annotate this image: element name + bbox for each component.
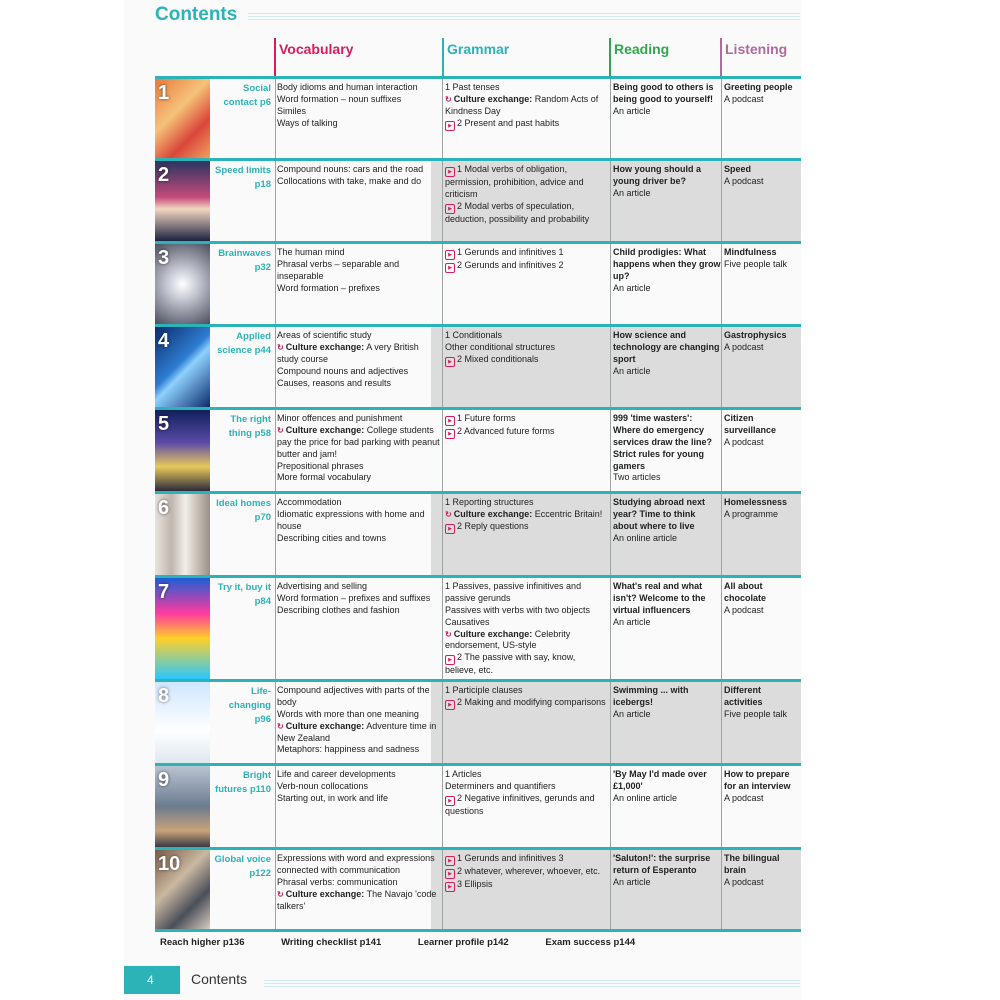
- unit-title[interactable]: The right thing p58: [228, 414, 271, 439]
- column-divider: [721, 79, 722, 158]
- column-divider: [721, 578, 722, 679]
- vocabulary-item: Metaphors: happiness and sadness: [277, 744, 420, 755]
- vocabulary-item: ↻ Culture exchange: Adventure time in New Zealand: [277, 720, 437, 743]
- vocabulary-cell: [277, 82, 440, 130]
- culture-exchange-icon: ↻: [445, 509, 452, 519]
- video-icon: ▶: [445, 263, 455, 273]
- video-icon: ▶: [445, 357, 455, 367]
- row-top-rule: [155, 76, 801, 79]
- unit-row: [155, 491, 801, 575]
- vocabulary-item: Body idioms and human interaction: [277, 82, 418, 92]
- grammar-item: 1 Past tenses: [445, 82, 500, 92]
- column-divider: [610, 161, 611, 241]
- vocabulary-cell: [277, 853, 440, 912]
- column-divider: [442, 578, 443, 679]
- reading-cell: [613, 330, 721, 378]
- vocabulary-item: ↻ Culture exchange: A very British study course: [277, 341, 419, 364]
- row-top-rule: [155, 241, 801, 244]
- column-divider: [275, 161, 276, 241]
- grammar-item: 1 Participle clauses: [445, 685, 523, 695]
- column-divider: [275, 327, 276, 407]
- column-divider: [442, 494, 443, 575]
- listening-title: Gastrophysics: [724, 330, 787, 340]
- listening-title: How to prepare for an interview: [724, 769, 791, 791]
- grammar-item: ↻ Culture exchange: Random Acts of Kindness Day: [445, 93, 599, 116]
- listening-type: Five people talk: [724, 708, 788, 719]
- grammar-item: Other conditional structures: [445, 341, 556, 352]
- column-divider: [275, 850, 276, 929]
- vocabulary-cell: [277, 330, 440, 389]
- vocabulary-item: Verb-noun collocations: [277, 780, 369, 791]
- grammar-item: ▶ 1 Gerunds and infinitives 1: [445, 247, 608, 260]
- culture-exchange-icon: ↻: [277, 889, 284, 899]
- listening-type: A podcast: [724, 175, 764, 186]
- vocabulary-item: ↻ Culture exchange: College students pay the price for bad parking with peanut butter and jam!: [277, 424, 440, 459]
- column-divider: [610, 766, 611, 847]
- column-divider: [275, 244, 276, 324]
- grammar-column-rule: [442, 38, 444, 76]
- vocabulary-item: Describing clothes and fashion: [277, 604, 400, 615]
- reading-column-heading: Reading: [614, 41, 670, 57]
- video-icon: ▶: [445, 524, 455, 534]
- vocabulary-item: Words with more than one meaning: [277, 708, 419, 719]
- reading-title: 999 'time wasters': Where do emergency services draw the line? Strict rules for young gamers: [613, 413, 713, 471]
- title-rule: [248, 12, 800, 20]
- column-divider: [442, 682, 443, 763]
- grammar-cell: [445, 497, 608, 534]
- vocabulary-item: Compound nouns: cars and the road: [277, 164, 424, 174]
- unit-number: 7: [158, 581, 170, 603]
- grammar-item: 1 Passives, passive infinitives and passive gerunds: [445, 581, 582, 603]
- video-icon: ▶: [445, 250, 455, 260]
- vocabulary-item: Causes, reasons and results: [277, 377, 392, 388]
- video-icon: ▶: [445, 416, 455, 426]
- grammar-item: ▶ 2 whatever, wherever, whoever, etc.: [445, 866, 608, 879]
- page-number: 4: [147, 973, 154, 987]
- grammar-cell: [445, 330, 608, 367]
- vocabulary-cell: [277, 581, 440, 617]
- vocabulary-item: Advertising and selling: [277, 581, 368, 591]
- vocabulary-item: Similes: [277, 105, 307, 116]
- listening-title: All about chocolate: [724, 581, 767, 603]
- footer-link-exam-success[interactable]: Exam success p144: [545, 937, 636, 948]
- grammar-item: ▶ 2 Negative infinitives, gerunds and questions: [445, 792, 595, 816]
- vocabulary-item: Compound nouns and adjectives: [277, 365, 409, 376]
- column-divider: [721, 410, 722, 491]
- column-divider: [610, 850, 611, 929]
- grammar-cell: [445, 164, 608, 226]
- vocabulary-item: Expressions with word and expressions connected with communication: [277, 853, 435, 875]
- footer-rule: [264, 979, 800, 987]
- culture-exchange-icon: ↻: [277, 342, 284, 352]
- reading-type: An article: [613, 616, 651, 627]
- video-icon: ▶: [445, 167, 455, 177]
- column-divider: [275, 79, 276, 158]
- reading-type: An online article: [613, 792, 678, 803]
- grammar-cell: [445, 82, 608, 131]
- listening-column-heading: Listening: [725, 41, 788, 57]
- unit-row: [155, 763, 801, 847]
- grammar-item: ▶ 2 Mixed conditionals: [445, 354, 608, 367]
- vocabulary-item: Word formation – prefixes and suffixes: [277, 592, 431, 603]
- grammar-item: ↻ Culture exchange: Celebrity endorsement, US-style: [445, 628, 571, 651]
- row-top-rule: [155, 407, 801, 410]
- unit-title[interactable]: Speed limits p18: [215, 165, 271, 190]
- grammar-item: ▶ 2 Modal verbs of speculation, deduction, possibility and probability: [445, 200, 590, 224]
- vocabulary-item: Idiomatic expressions with home and house: [277, 508, 425, 531]
- column-divider: [442, 327, 443, 407]
- vocabulary-item: Word formation – noun suffixes: [277, 93, 402, 104]
- vocabulary-cell: [277, 164, 440, 188]
- footer-link-learner-profile[interactable]: Learner profile p142: [417, 937, 509, 948]
- reading-title: Studying abroad next year? Time to think about where to live: [613, 497, 706, 531]
- row-top-rule: [155, 763, 801, 766]
- video-icon: ▶: [445, 429, 455, 439]
- vocabulary-item: Starting out, in work and life: [277, 792, 389, 803]
- vocabulary-item: Describing cities and towns: [277, 532, 387, 543]
- reading-title: How science and technology are changing sport: [613, 330, 720, 364]
- column-divider: [610, 578, 611, 679]
- listening-title: Different activities: [724, 685, 763, 707]
- video-icon: ▶: [445, 121, 455, 131]
- listening-cell: [724, 164, 800, 188]
- vocabulary-item: Phrasal verbs: communication: [277, 876, 398, 887]
- column-divider: [721, 244, 722, 324]
- grammar-item: ▶ 1 Future forms: [445, 413, 608, 426]
- grammar-item: ▶ 2 The passive with say, know, believe, etc.: [445, 652, 576, 676]
- reading-cell: [613, 82, 721, 118]
- reading-cell: [613, 413, 721, 484]
- listening-title: Speed: [724, 164, 752, 174]
- reading-title: 'By May I'd made over £1,000': [613, 769, 707, 791]
- reading-cell: [613, 164, 721, 200]
- vocabulary-column-rule: [274, 38, 276, 76]
- reading-title: How young should a young driver be?: [613, 164, 701, 186]
- unit-number: 4: [158, 330, 170, 352]
- unit-title[interactable]: Brainwaves p32: [218, 248, 271, 273]
- reading-type: An article: [613, 365, 651, 376]
- unit-title[interactable]: Social contact p6: [223, 83, 271, 108]
- unit-number: 3: [158, 247, 170, 269]
- video-icon: ▶: [445, 700, 455, 710]
- grammar-cell: [445, 769, 608, 818]
- reading-title: Child prodigies: What happens when they grow up?: [613, 247, 721, 281]
- grammar-cell: [445, 413, 608, 439]
- grammar-item: ▶ 2 Present and past habits: [445, 118, 608, 131]
- listening-type: A podcast: [724, 341, 764, 352]
- unit-title[interactable]: Applied science p44: [217, 331, 271, 356]
- unit-number: 2: [158, 164, 170, 186]
- column-divider: [721, 161, 722, 241]
- reading-type: Two articles: [613, 472, 661, 483]
- video-icon: ▶: [445, 204, 455, 214]
- grammar-cell: [445, 581, 608, 677]
- grammar-column-heading: Grammar: [447, 41, 510, 57]
- unit-title[interactable]: Bright futures p110: [215, 770, 271, 795]
- reading-type: An article: [613, 876, 651, 887]
- vocabulary-item: Word formation – prefixes: [277, 282, 380, 293]
- reading-cell: [613, 685, 721, 721]
- listening-title: Citizen surveillance: [724, 413, 777, 435]
- column-divider: [442, 79, 443, 158]
- reading-cell: [613, 497, 721, 545]
- listening-cell: [724, 497, 800, 521]
- unit-row: [155, 241, 801, 324]
- column-divider: [610, 682, 611, 763]
- unit-row: [155, 575, 801, 679]
- footer-links: [160, 937, 669, 948]
- column-divider: [610, 244, 611, 324]
- grammar-item: 1 Articles: [445, 769, 482, 779]
- reading-title: Swimming ... with icebergs!: [613, 685, 689, 707]
- grammar-item: ▶ 2 Reply questions: [445, 521, 608, 534]
- reading-cell: [613, 581, 721, 629]
- listening-column-rule: [720, 38, 722, 76]
- column-divider: [610, 79, 611, 158]
- vocabulary-item: Areas of scientific study: [277, 330, 372, 340]
- grammar-cell: [445, 247, 608, 273]
- culture-exchange-icon: ↻: [445, 94, 452, 104]
- reading-cell: [613, 853, 721, 889]
- listening-title: The bilingual brain: [724, 853, 780, 875]
- video-icon: ▶: [445, 856, 455, 866]
- column-divider: [610, 494, 611, 575]
- column-divider: [610, 327, 611, 407]
- column-divider: [442, 410, 443, 491]
- grammar-item: Causatives: [445, 616, 490, 627]
- grammar-item: ▶ 1 Modal verbs of obligation, permission, prohibition, advice and criticism: [445, 164, 584, 199]
- listening-cell: [724, 82, 800, 106]
- unit-number: 1: [158, 82, 170, 104]
- unit-title[interactable]: Ideal homes p70: [216, 498, 271, 523]
- unit-row: [155, 158, 801, 241]
- unit-title[interactable]: Global voice p122: [214, 854, 271, 879]
- vocabulary-item: Prepositional phrases: [277, 460, 364, 471]
- vocabulary-item: Accommodation: [277, 497, 342, 507]
- listening-type: A podcast: [724, 93, 764, 104]
- reading-title: Being good to others is being good to yourself!: [613, 82, 714, 104]
- video-icon: ▶: [445, 882, 455, 892]
- unit-row: [155, 679, 801, 763]
- listening-cell: [724, 413, 800, 449]
- unit-number: 6: [158, 497, 170, 519]
- listening-type: A podcast: [724, 604, 764, 615]
- row-top-rule: [155, 575, 801, 578]
- vocabulary-item: Phrasal verbs – separable and inseparable: [277, 258, 400, 281]
- unit-number: 8: [158, 685, 170, 707]
- listening-title: Mindfulness: [724, 247, 777, 257]
- column-divider: [442, 161, 443, 241]
- column-divider: [442, 850, 443, 929]
- grammar-item: ▶ 3 Ellipsis: [445, 879, 608, 892]
- vocabulary-item: Minor offences and punishment: [277, 413, 403, 423]
- listening-title: Greeting people: [724, 82, 793, 92]
- listening-cell: [724, 330, 800, 354]
- column-divider: [721, 327, 722, 407]
- listening-cell: [724, 247, 800, 271]
- listening-type: A podcast: [724, 792, 764, 803]
- unit-row: [155, 76, 801, 158]
- video-icon: ▶: [445, 796, 455, 806]
- vocabulary-item: Ways of talking: [277, 117, 338, 128]
- culture-exchange-icon: ↻: [277, 721, 284, 731]
- grammar-item: Passives with verbs with two objects: [445, 604, 591, 615]
- reading-cell: [613, 769, 721, 805]
- reading-type: An article: [613, 282, 651, 293]
- grammar-item: ▶ 2 Making and modifying comparisons: [445, 697, 608, 710]
- column-divider: [721, 682, 722, 763]
- vocabulary-item: Collocations with take, make and do: [277, 175, 422, 186]
- grammar-cell: [445, 685, 608, 710]
- reading-title: What's real and what isn't? Welcome to the virtual influencers: [613, 581, 706, 615]
- unit-number: 10: [158, 853, 181, 875]
- grammar-item: 1 Conditionals: [445, 330, 503, 340]
- listening-type: A podcast: [724, 876, 764, 887]
- grammar-item: ▶ 1 Gerunds and infinitives 3: [445, 853, 608, 866]
- vocabulary-item: More formal vocabulary: [277, 472, 372, 483]
- column-divider: [275, 682, 276, 763]
- grammar-item: ▶ 2 Advanced future forms: [445, 426, 608, 439]
- unit-row: [155, 324, 801, 407]
- grammar-item: Determiners and quantifiers: [445, 780, 556, 791]
- column-divider: [610, 410, 611, 491]
- column-divider: [275, 766, 276, 847]
- unit-row: [155, 407, 801, 491]
- listening-title: Homelessness: [724, 497, 788, 507]
- unit-number: 9: [158, 769, 170, 791]
- column-divider: [442, 244, 443, 324]
- vocabulary-cell: [277, 769, 440, 805]
- listening-cell: [724, 853, 800, 889]
- table-bottom-rule: [155, 929, 801, 932]
- vocabulary-item: The human mind: [277, 247, 345, 257]
- vocabulary-cell: [277, 685, 440, 756]
- vocabulary-cell: [277, 413, 440, 484]
- footer-title: Contents: [191, 971, 248, 987]
- listening-cell: [724, 685, 800, 721]
- reading-title: 'Saluton!': the surprise return of Esperanto: [613, 853, 711, 875]
- column-divider: [721, 494, 722, 575]
- vocabulary-item: ↻ Culture exchange: The Navajo 'code talkers': [277, 888, 437, 911]
- column-divider: [275, 578, 276, 679]
- column-divider: [442, 766, 443, 847]
- column-divider: [275, 494, 276, 575]
- footer-link-reach-higher[interactable]: Reach higher p136: [160, 937, 245, 948]
- column-divider: [275, 410, 276, 491]
- vocabulary-column-heading: Vocabulary: [279, 41, 354, 57]
- vocabulary-cell: [277, 247, 440, 295]
- culture-exchange-icon: ↻: [277, 425, 284, 435]
- grammar-item: ↻ Culture exchange: Eccentric Britain!: [445, 508, 603, 519]
- culture-exchange-icon: ↻: [445, 629, 452, 639]
- listening-type: Five people talk: [724, 258, 788, 269]
- video-icon: ▶: [445, 869, 455, 879]
- page-title: Contents: [155, 4, 238, 25]
- reading-type: An online article: [613, 532, 678, 543]
- vocabulary-cell: [277, 497, 440, 545]
- listening-cell: [724, 769, 800, 805]
- reading-type: An article: [613, 105, 651, 116]
- vocabulary-item: Life and career developments: [277, 769, 396, 779]
- reading-cell: [613, 247, 721, 295]
- column-divider: [721, 766, 722, 847]
- video-icon: ▶: [445, 655, 455, 665]
- column-divider: [721, 850, 722, 929]
- grammar-cell: [445, 853, 608, 892]
- listening-cell: [724, 581, 800, 617]
- unit-number: 5: [158, 413, 170, 435]
- unit-title[interactable]: Try it, buy it p84: [217, 582, 271, 607]
- reading-type: An article: [613, 708, 651, 719]
- grammar-item: ▶ 2 Gerunds and infinitives 2: [445, 260, 608, 273]
- vocabulary-item: Compound adjectives with parts of the body: [277, 685, 430, 707]
- listening-type: A programme: [724, 508, 779, 519]
- footer-link-writing-checklist[interactable]: Writing checklist p141: [281, 937, 382, 948]
- unit-title[interactable]: Life-changing p96: [228, 686, 271, 725]
- unit-row: [155, 847, 801, 929]
- reading-column-rule: [609, 38, 611, 76]
- listening-type: A podcast: [724, 436, 764, 447]
- reading-type: An article: [613, 187, 651, 198]
- grammar-item: 1 Reporting structures: [445, 497, 534, 507]
